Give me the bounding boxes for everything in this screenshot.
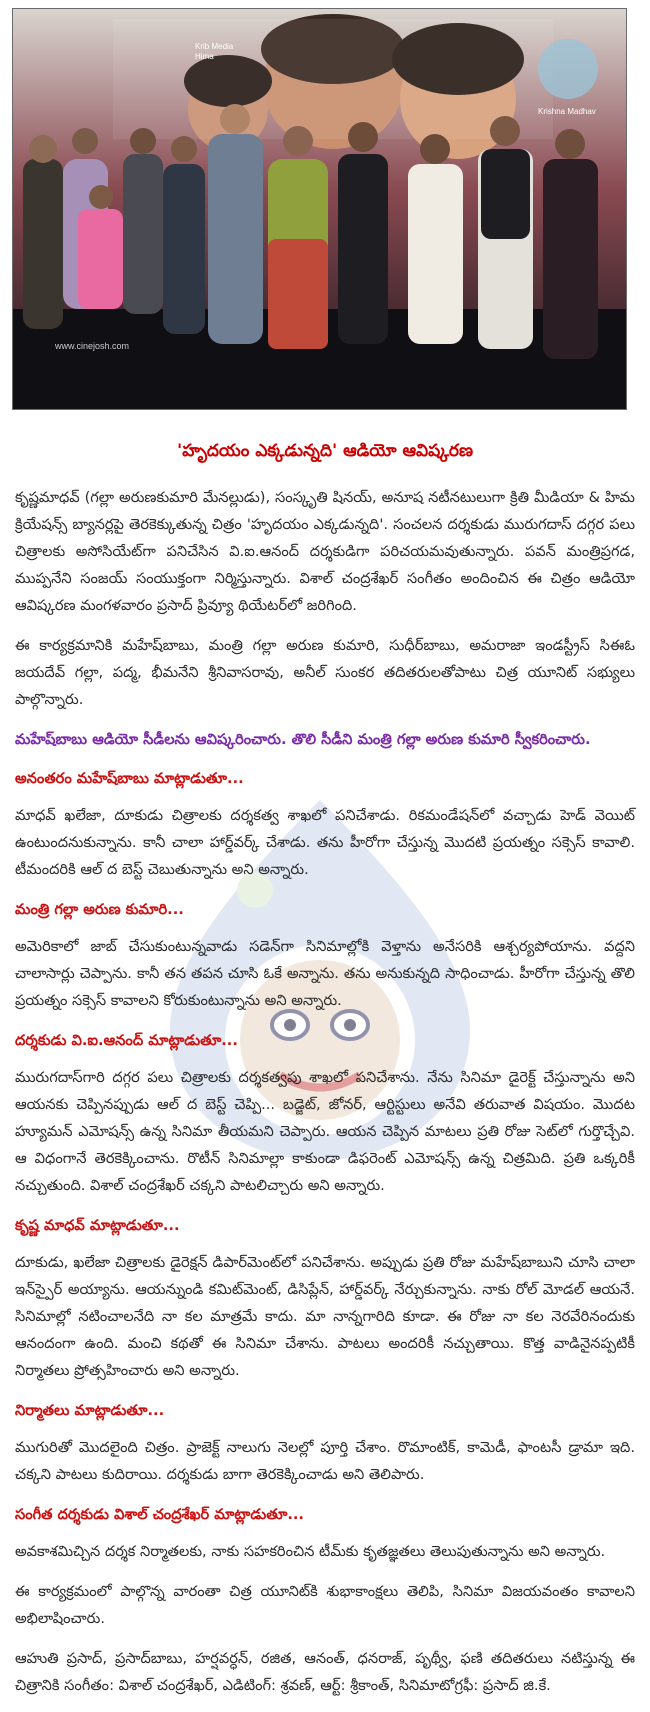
music-director-paragraph: అవకాశమిచ్చిన దర్శక నిర్మాతలకు, నాకు సహకరించిన టీమ్‌కు కృతజ్ఞతలు తెలుపుతున్నాను అని అన్నారు. [15, 1543, 606, 1560]
krishna-paragraph: దూకుడు, ఖలేజా చిత్రాలకు డైరెక్షన్ డిపార్‌మెంట్‌లో పనిచేశాను. అప్పుడు ప్రతి రోజు మహేష్‌బాబుని చూసి చాలా ఇన్‌స్పైర్ అయ్యాను. ఆయన్నుండి కమిట్‌మెంట్, డిసిప్లేన్, హార్డ్‌వర్క్ నేర్చుకున్నాను. నాకు రోల్ మోడల్ ఆయనే. సినిమాల్లో నటించాలనేది నా కల మాత్రమే కాదు. మా నాన్నగారిది కూడా. ఈ రోజు నా కల నెరవేరినందుకు ఆనందంగా ఉంది. మంచి కథతో ఈ సినిమా చేశాను. పాటలు అందరికీ నచ్చుతాయి. కొత్త వాడినైనప్పటికీ నిర్మాతలు ప్రోత్సహించారు అని అన్నారు. [15, 1254, 635, 1379]
music-director-heading: సంగీత దర్శకుడు విశాల్ చంద్రశేఖర్ మాట్లాడుతూ... [15, 1506, 304, 1523]
event-photo [12, 8, 627, 410]
article-body [15, 484, 635, 1712]
intro-paragraph: కృష్ణమాధవ్ (గల్లా అరుణకుమారి మేనల్లుడు), సంస్కృతి షినయ్, అనూష నటీనటులుగా క్రితి మీడియా & హిమ క్రియేషన్స్ బ్యానర్లపై తెరకెక్కుతున్న చిత్రం 'హృదయం ఎక్కడున్నది'. సంచలన దర్శకుడు మురుగదాస్ దగ్గర పలు చిత్రాలకు అసోసియేట్‌గా పనిచేసిన వి.ఐ.ఆనంద్ దర్శకుడిగా పరిచయమవుతున్నారు. పవన్ మంత్రిప్రగడ, ముప్పనేని సంజయ్ సంయుక్తంగా నిర్మిస్తున్నారు. విశాల్ చంద్రశేఖర్ సంగీతం అందించిన ఈ చిత్రం ఆడియో ఆవిష్కరణ మంగళవారం ప్రసాద్ ప్రివ్యూ థియేటర్‌లో జరిగింది. [15, 489, 635, 614]
event-photo-illustration [13, 9, 626, 409]
wishes-paragraph: ఈ కార్యక్రమంలో పాల్గొన్న వారంతా చిత్ర యూనిట్‌కి శుభాకాంక్షలు తెలిపి, సినిమా విజయవంతం కావాలని అభిలాషించారు. [15, 1583, 635, 1627]
mahesh-heading: అనంతరం మహేష్‌బాబు మాట్లాడుతూ... [15, 770, 244, 787]
producers-heading: నిర్మాతలు మాట్లాడుతూ... [15, 1402, 165, 1419]
minister-heading: మంత్రి గల్లా అరుణ కుమారి... [15, 901, 184, 918]
banner-text-3: Krishna Madhav [538, 107, 596, 116]
attendees-paragraph: ఈ కార్యక్రమానికి మహేష్‌బాబు, మంత్రి గల్లా అరుణ కుమారి, సుధీర్‌బాబు, అమరాజా ఇండస్ట్రీస్ సిఈఓ జయదేవ్ గల్లా, పద్మ, భీమనేని శ్రీనివాసరావు, అనీల్ సుంకర తదితరులతోపాటు చిత్ర యూనిట్ సభ్యులు పాల్గొన్నారు. [15, 637, 635, 708]
producers-paragraph: ముగురితో మొదలైంది చిత్రం. ప్రాజెక్ట్ నాలుగు నెలల్లో పూర్తి చేశాం. రొమాంటిక్, కామెడీ, ఫాంటసీ డ్రామా ఇది. చక్కని పాటలు కుదిరాయి. దర్శకుడు బాగా తెరకెక్కించాడు అని తెలిపారు. [15, 1439, 635, 1483]
mahesh-paragraph: మాధవ్ ఖలేజా, దూకుడు చిత్రాలకు దర్శకత్వ శాఖలో పనిచేశాడు. రికమండేషన్‌లో వచ్చాడు హెడ్ వెయిట్ ఉంటుందనుకున్నాను. కానీ చాలా హార్డ్‌వర్క్ చేశాడు. తను హీరోగా చేస్తున్న మొదటి ప్రయత్నం సక్సెస్ కావాలి. టీమందరికి ఆల్ ద బెస్ట్ చెబుతున్నాను అని అన్నారు. [15, 807, 635, 878]
credits-paragraph: ఆహుతి ప్రసాద్, ప్రసాద్‌బాబు, హర్షవర్ధన్, రజిత, ఆనంత్, ధనరాజ్, పృథ్వీ, ఫణి తదితరులు నటిస్తున్న ఈ చిత్రానికి సంగీతం: విశాల్ చంద్రశేఖర్, ఎడిటింగ్: శ్రవణ్, ఆర్ట్: శ్రీకాంత్, సినిమాటోగ్రఫీ: ప్రసాద్ జి.కే. [15, 1650, 635, 1694]
article-title: 'హృదయం ఎక్కడున్నది' ఆడియో ఆవిష్కరణ [177, 441, 473, 461]
director-heading: దర్శకుడు వి.ఐ.ఆనంద్ మాట్లాడుతూ... [15, 1032, 238, 1049]
banner-text-2: Hima [195, 52, 214, 61]
minister-paragraph: అమెరికాలో జాబ్ చేసుకుంటున్నవాడు సడెన్‌గా సినిమాల్లోకి వెళ్తాను అనేసరికి ఆశ్చర్యపోయాను. వద్దని చాలాసార్లు చెప్పాను. కానీ తన తపన చూసి ఓకే అన్నాను. తను అనుకున్నది సాధించాడు. హీరోగా చేస్తున్న తొలి ప్రయత్నం సక్సెస్ కావాలని కోరుకుంటున్నాను అని అన్నారు. [15, 938, 635, 1009]
photo-credit: www.cinejosh.com [55, 341, 130, 351]
director-paragraph: మురుగదాస్‌గారి దగ్గర పలు చిత్రాలకు దర్శకత్వపు శాఖలో పనిచేశాను. నేను సినిమా డైరెక్ట్ చేస్తున్నాను అని ఆయనకు చెప్పినప్పుడు ఆల్ ద బెస్ట్ చెప్పి... బడ్జెట్, జోనర్, ఆర్టిస్టులు అనేవి తరువాత విషయం. మొదట హ్యూమన్ ఎమోషన్స్ ఉన్న సినిమా తీయమని చెప్పారు. ఆయన చెప్పిన మాటలు ప్రతి రోజు సెట్‌లో గుర్తొచ్చేవి. ఆ విధంగానే తెరకెక్కించాను. రొటీన్ సినిమాల్లా కాకుండా డిఫరెంట్ ఎమోషన్స్ ఉన్న చిత్రమిది. ప్రతి ఒక్కరికీ నచ్చుతుంది. విశాల్ చంద్రశేఖర్ చక్కని పాటలిచ్చారు అని అన్నారు. [15, 1069, 635, 1194]
banner-text-1: Krib Media [195, 42, 234, 51]
release-highlight: మహేష్‌బాబు ఆడియో సీడీలను ఆవిష్కరించారు. తొలి సీడీని మంత్రి గల్లా అరుణ కుమారి స్వీకరించారు. [15, 731, 591, 748]
krishna-heading: కృష్ణ మాధవ్ మాట్లాడుతూ... [15, 1217, 180, 1234]
